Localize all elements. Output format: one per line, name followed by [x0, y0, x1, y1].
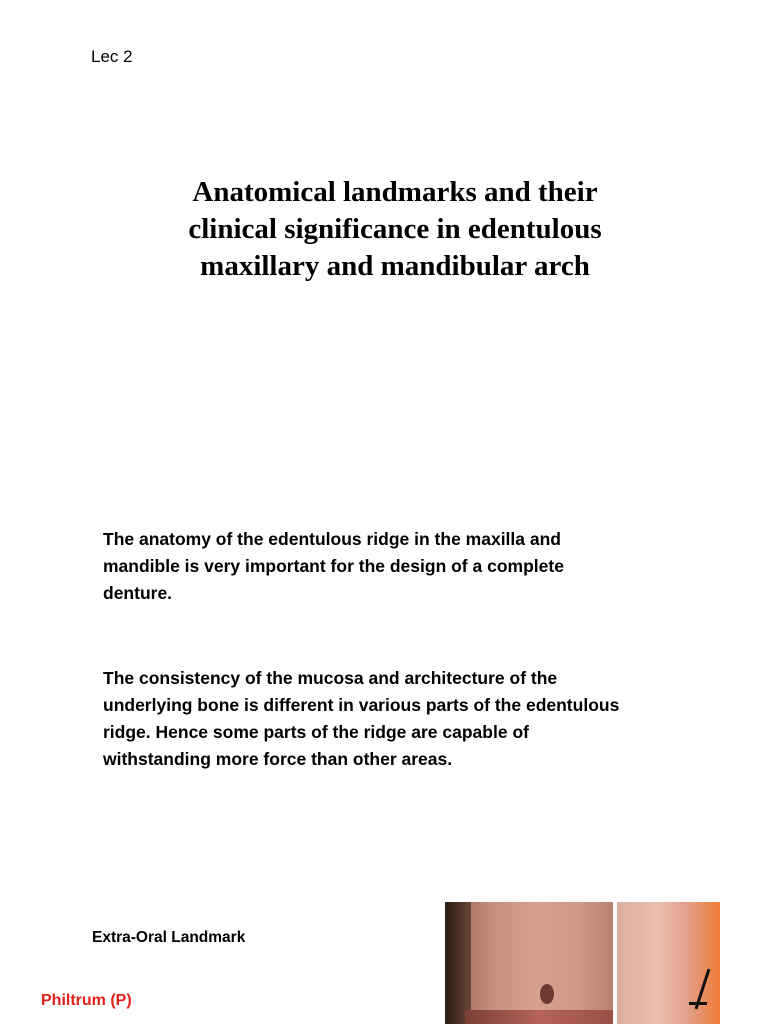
photo-nostril-mark — [540, 984, 554, 1004]
philtrum-photo — [445, 902, 613, 1024]
paragraph-line: underlying bone is different in various parts of the edentulous — [103, 695, 620, 715]
photo-lip — [465, 1010, 613, 1024]
paragraph-line: mandible is very important for the design of a complete — [103, 556, 564, 576]
section-heading: Extra-Oral Landmark — [92, 929, 246, 946]
paragraph-line: The anatomy of the edentulous ridge in the maxilla and — [103, 529, 561, 549]
lecture-label: Lec 2 — [91, 47, 133, 66]
photo-annotation-line — [689, 1002, 707, 1005]
title-line-1: Anatomical landmarks and their — [192, 176, 598, 208]
paragraph-line: denture. — [103, 583, 173, 603]
page-title — [110, 174, 680, 285]
intro-paragraph — [103, 526, 703, 607]
title-line-3: maxillary and mandibular arch — [200, 250, 590, 282]
paragraph-line: The consistency of the mucosa and architecture of the — [103, 668, 558, 688]
photo-shadow — [445, 902, 471, 1024]
title-line-2: clinical significance in edentulous — [188, 213, 602, 245]
profile-photo — [617, 902, 720, 1024]
paragraph-line: withstanding more force than other areas. — [103, 749, 453, 769]
landmark-label-philtrum: Philtrum (P) — [41, 992, 132, 1009]
paragraph-line: ridge. Hence some parts of the ridge are capable of — [103, 722, 529, 742]
consistency-paragraph — [103, 665, 703, 773]
